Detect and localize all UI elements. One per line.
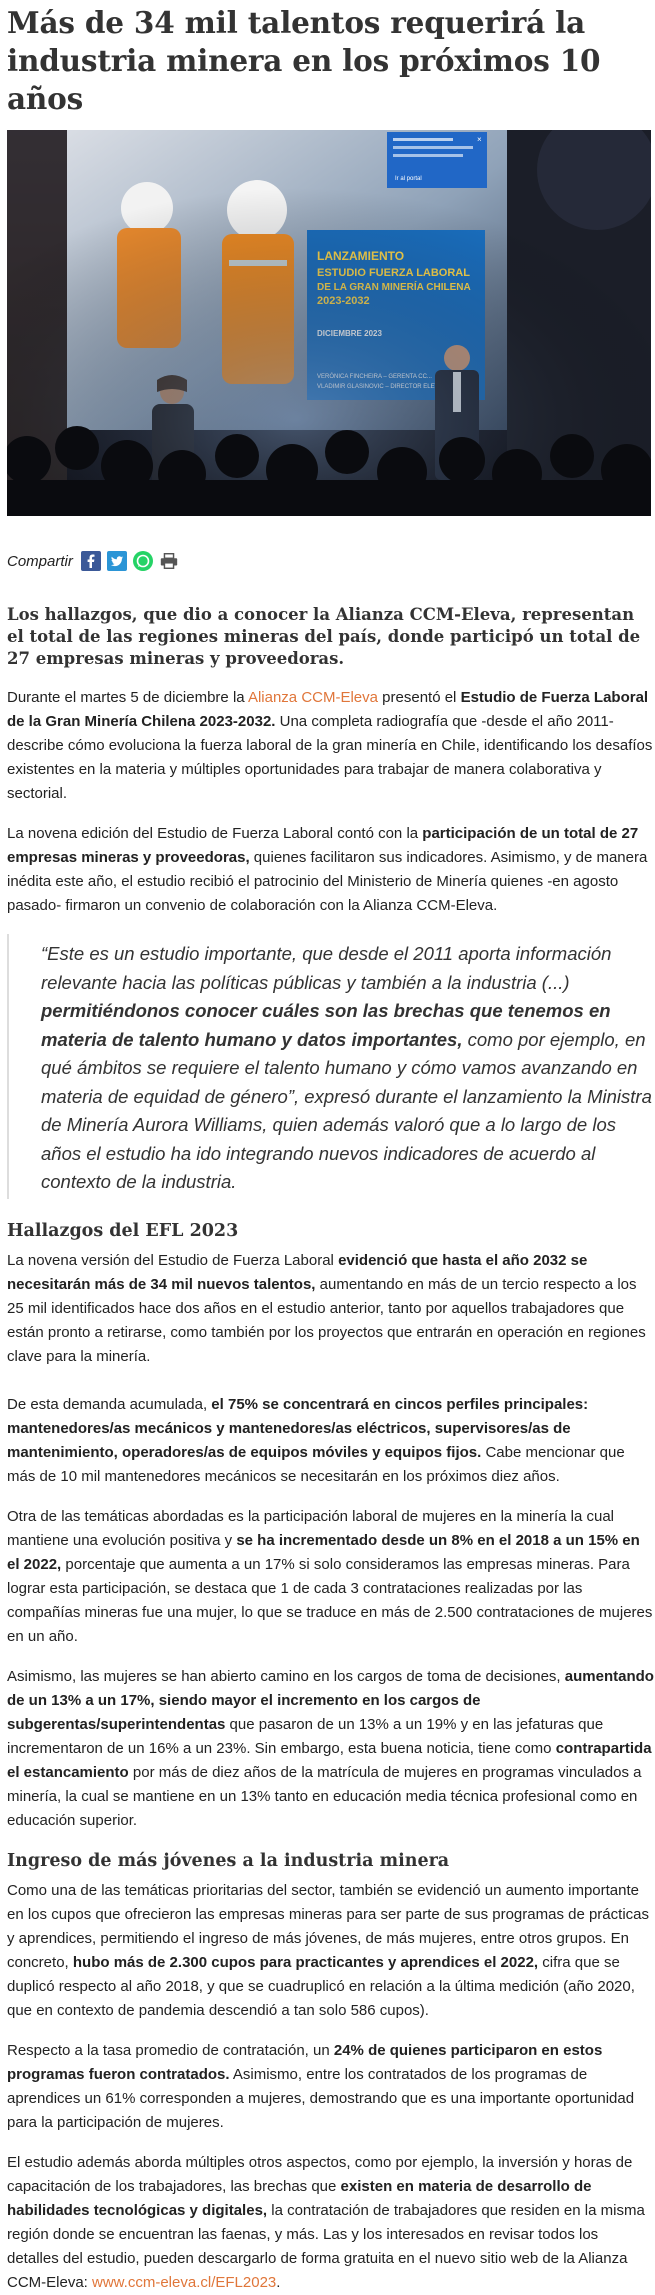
article-lead: Los hallazgos, que dio a conocer la Alianza CCM-Eleva, representan el total de las regiones mineras del país, donde participó un total de 27 empresas mineras y proveedoras. xyxy=(7,605,641,668)
paragraph: La novena edición del Estudio de Fuerza Laboral contó con la participación de un total de 27 empresas mineras y proveedoras, quienes facilitaron sus indicadores. Asimismo, y de manera inédita este año, el estudio recibió el patrocinio del Ministerio de Minería quienes -en agosto pasado- firmaron un convenio de colaboración con la Alianza CCM-Eleva. xyxy=(7,825,648,914)
twitter-icon[interactable] xyxy=(107,551,127,571)
paragraph: Como una de las temáticas prioritarias del sector, también se evidenció un aumento importante en los cupos que ofrecieron las empresas mineras para ser parte de sus programas de prácticas y aprendices, permitiendo el ingreso de más jóvenes, de más mujeres, entre otros grupos. En concreto, hubo más de 2.300 cupos para practicantes y aprendices el 2022, cifra que se duplicó respecto al año 2018, y que se cuadruplicó en relación a la última medición (año 2020, que en contexto de pandemia descendió a tan solo 586 cupos). xyxy=(7,1881,649,2019)
minister-quote: “Este es un estudio importante, que desde el 2011 aporta información relevante hacia las políticas públicas y también a la industria (...) permitiéndonos conocer cuáles son las brechas que tenemos en materia de talento humano y datos importantes, como por ejemplo, en qué ámbitos se requiere el talento humano y cómo vamos avanzando en materia de equidad de género”, expresó durante el lanzamiento la Ministra de Minería Aurora Williams, quien además valoró que a lo largo de los años el estudio ha ido integrando nuevos indicadores de acuerdo al contexto de la industria. xyxy=(7,934,654,1199)
share-label: Compartir xyxy=(7,552,73,570)
paragraph: Otra de las temáticas abordadas es la participación laboral de mujeres en la minería la cual mantiene una evolución positiva y se ha incrementado desde un 8% en el 2018 a un 15% en el 2022, porcentaje que aumenta a un 17% si solo consideramos las empresas mineras. Para lograr esta participación, se destaca que 1 de cada 3 contrataciones realizadas por las compañías mineras fue una mujer, lo que se traduce en más de 2.500 contrataciones de mujeres en un año. xyxy=(7,1507,653,1645)
paragraph: Asimismo, las mujeres se han abierto camino en los cargos de toma de decisiones, aumentando de un 13% a un 17%, siendo mayor el incremento en los cargos de subgerentas/superintendentas que pasaron de un 13% a un 19% y en las jefaturas que incrementaron de un 16% a un 23%. Sin embargo, esta buena noticia, tiene como contrapartida el estancamiento por más de diez años de la matrícula de mujeres en programas vinculados a minería, la cual se mantiene en un 13% tanto en educación media técnica profesional como en educación superior. xyxy=(7,1667,654,1829)
share-bar xyxy=(7,546,654,576)
paragraph: Respecto a la tasa promedio de contratación, un 24% de quienes participaron en estos programas fueron contratados. Asimismo, entre los contratados de los programas de aprendices un 61% corresponden a mujeres, demostrando que es una importante oportunidad para la participación de mujeres. xyxy=(7,2041,635,2131)
alianza-link[interactable]: Alianza CCM-Eleva xyxy=(247,689,378,706)
facebook-icon[interactable] xyxy=(81,551,101,571)
article-title: Más de 34 mil talentos requerirá la industria minera en los próximos 10 años xyxy=(7,5,601,116)
section-heading: Ingreso de más jóvenes a la industria minera xyxy=(7,1850,450,1871)
study-link[interactable]: www.ccm-eleva.cl/EFL2023 xyxy=(92,2273,277,2291)
print-icon[interactable] xyxy=(159,551,179,571)
whatsapp-icon[interactable] xyxy=(133,551,153,571)
hero-photo xyxy=(7,130,651,516)
paragraph: Durante el martes 5 de diciembre la Alianza CCM-Eleva presentó el Estudio de Fuerza Laboral de la Gran Minería Chilena 2023-2032. Una completa radiografía que -desde el año 2011- describe cómo evoluciona la fuerza laboral de la gran minería en Chile, identificando los desafíos existentes en la materia y múltiples oportunidades para trabajar de manera colaborativa y sectorial. xyxy=(7,689,653,802)
hero-illustration xyxy=(7,130,651,516)
paragraph: La novena versión del Estudio de Fuerza Laboral evidenció que hasta el año 2032 se necesitarán más de 34 mil nuevos talentos, aumentando en más de un tercio respecto a los 25 mil identificados hace dos años en el estudio anterior, tanto por aquellos trabajadores que están pronto a retirarse, como también por los proyectos que entrarán en operación en regiones clave para la minería. xyxy=(7,1251,646,1365)
paragraph: De esta demanda acumulada, el 75% se concentrará en cincos perfiles principales: mantenedores/as mecánicos y mantenedores/as eléctricos, supervisores/as de mantenimiento, operadores/as de equipos móviles y equipos fijos. Cabe mencionar que más de 10 mil mantenedores mecánicos se necesitarán en los próximos diez años. xyxy=(7,1395,625,1485)
paragraph: El estudio además aborda múltiples otros aspectos, como por ejemplo, la inversión y horas de capacitación de los trabajadores, las brechas que existen en materia de desarrollo de habilidades tecnológicas y digitales, la contratación de trabajadores que residen en la misma región donde se encuentran las faenas, y más. Las y los interesados en revisar todos los detalles del estudio, pueden descargarlo de forma gratuita en el nuevo sitio web de la Alianza CCM-Eleva: www.ccm-eleva.cl/EFL2023. xyxy=(7,2153,645,2291)
section-heading: Hallazgos del EFL 2023 xyxy=(7,1220,239,1241)
article xyxy=(7,4,654,2295)
